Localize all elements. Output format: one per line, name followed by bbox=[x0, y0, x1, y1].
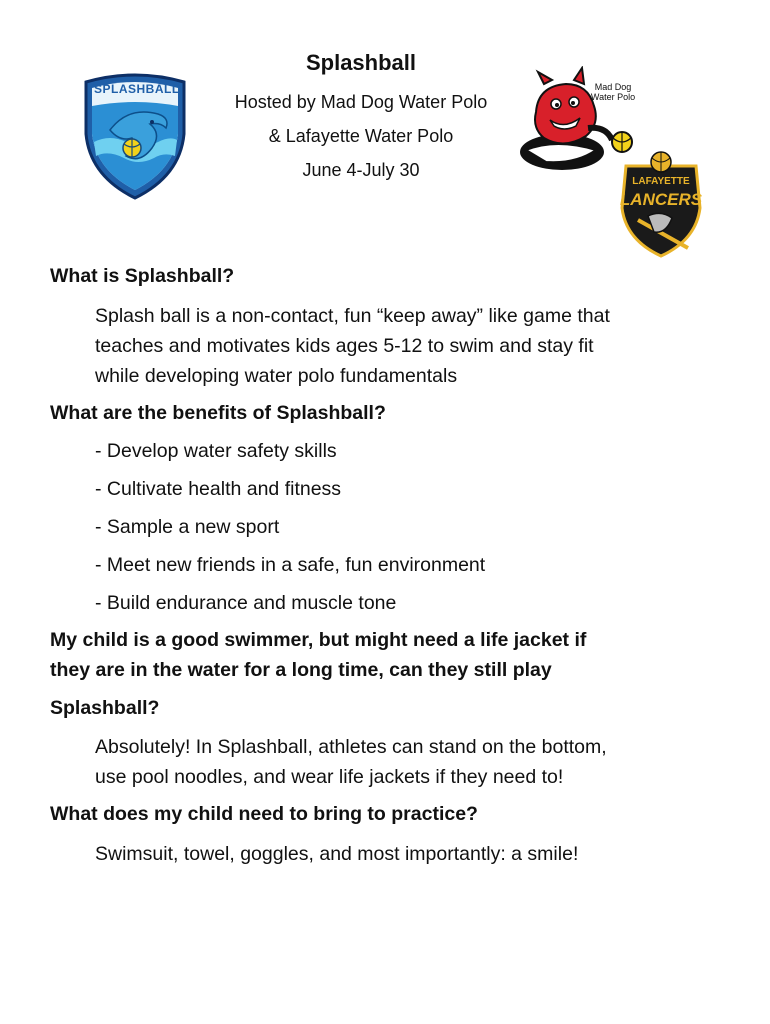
answer-life-jacket-line-2: use pool noodles, and wear life jackets if they need to! bbox=[95, 766, 564, 788]
splashball-logo-text: SPLASHBALL bbox=[94, 82, 180, 96]
benefit-item: - Sample a new sport bbox=[95, 516, 280, 538]
question-life-jacket-line-1: My child is a good swimmer, but might need a life jacket if bbox=[50, 629, 587, 651]
question-life-jacket-line-3: Splashball? bbox=[50, 697, 160, 719]
mad-dog-logo-text: Mad Dog Water Polo bbox=[590, 82, 636, 102]
benefit-item: - Cultivate health and fitness bbox=[95, 478, 342, 500]
host-line-2: & Lafayette Water Polo bbox=[268, 126, 454, 146]
date-range: June 4-July 30 bbox=[302, 160, 420, 180]
question-benefits: What are the benefits of Splashball? bbox=[50, 402, 386, 424]
answer-life-jacket-line-1: Absolutely! In Splashball, athletes can stand on the bottom, bbox=[95, 736, 607, 758]
question-life-jacket-line-2: they are in the water for a long time, can they still play bbox=[50, 659, 552, 681]
lafayette-lancers-logo bbox=[608, 150, 714, 258]
host-line-1: Hosted by Mad Dog Water Polo bbox=[234, 92, 488, 112]
benefit-item: - Meet new friends in a safe, fun environment bbox=[95, 554, 486, 576]
lancers-logo-text-top: LAFAYETTE bbox=[632, 176, 690, 187]
splashball-logo bbox=[80, 72, 190, 200]
answer-what-is-line-3: while developing water polo fundamentals bbox=[95, 365, 458, 387]
page-title: Splashball bbox=[305, 50, 417, 75]
answer-what-is-line-2: teaches and motivates kids ages 5-12 to swim and stay fit bbox=[95, 335, 594, 357]
benefit-item: - Develop water safety skills bbox=[95, 440, 337, 462]
lancers-logo-text-main: LANCERS bbox=[619, 190, 703, 209]
question-what-is: What is Splashball? bbox=[50, 265, 235, 287]
question-what-to-bring: What does my child need to bring to practice? bbox=[50, 803, 478, 825]
benefit-item: - Build endurance and muscle tone bbox=[95, 592, 397, 614]
answer-what-is-line-1: Splash ball is a non-contact, fun “keep away” like game that bbox=[95, 305, 610, 327]
answer-what-to-bring: Swimsuit, towel, goggles, and most importantly: a smile! bbox=[95, 843, 579, 865]
